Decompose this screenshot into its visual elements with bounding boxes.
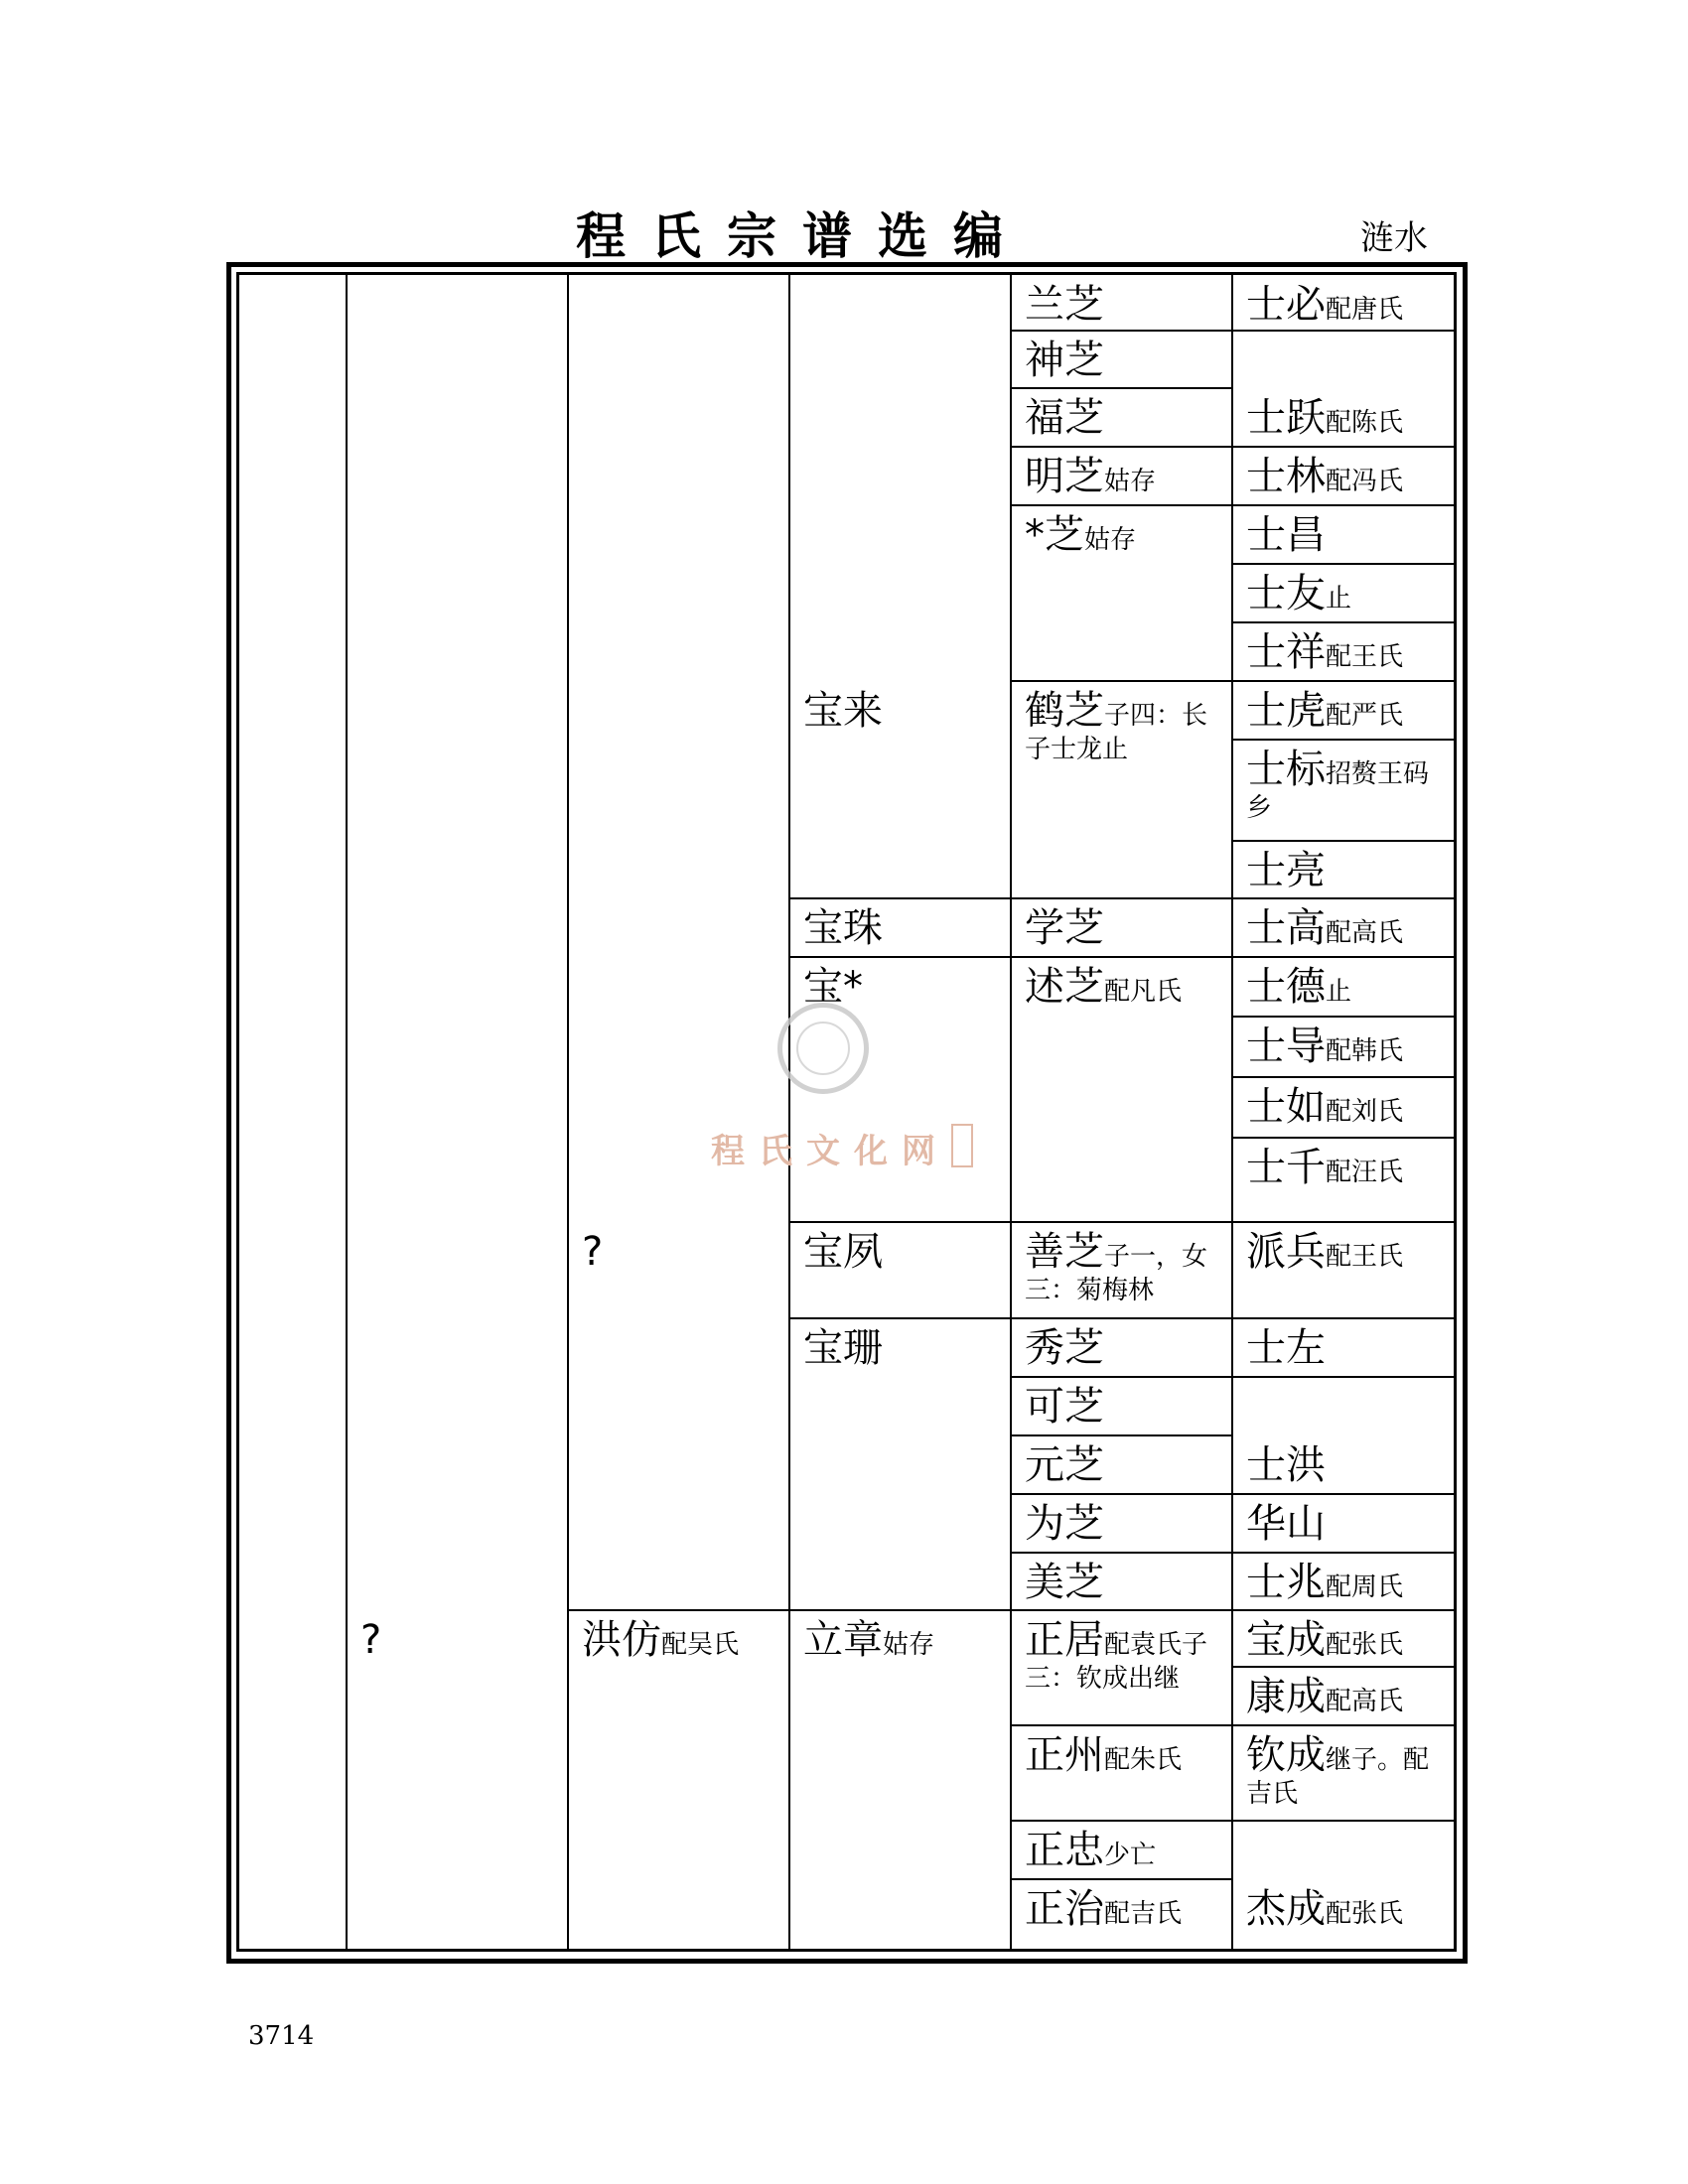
person-name: 士标 bbox=[1246, 747, 1326, 792]
genealogy-entry bbox=[1232, 1077, 1454, 1138]
genealogy-entry bbox=[1232, 1318, 1454, 1377]
genealogy-entry bbox=[1011, 1821, 1232, 1879]
genealogy-entry bbox=[1232, 681, 1454, 740]
genealogy-entry bbox=[1232, 1222, 1454, 1318]
genealogy-entry bbox=[1011, 681, 1232, 898]
person-name: 宝夙 bbox=[803, 1229, 883, 1275]
genealogy-entry bbox=[1232, 740, 1454, 841]
person-name: 福芝 bbox=[1025, 395, 1104, 441]
person-note: 止 bbox=[1326, 977, 1352, 1007]
genealogy-entry bbox=[1011, 1435, 1232, 1494]
person-name: 正居 bbox=[1025, 1617, 1104, 1663]
genealogy-entry bbox=[1232, 447, 1454, 505]
genealogy-entry bbox=[789, 1222, 1011, 1318]
person-name: 鹤芝 bbox=[1025, 688, 1104, 734]
person-note: 配朱氏 bbox=[1104, 1745, 1183, 1775]
person-name: 康成 bbox=[1246, 1674, 1326, 1719]
person-name: 士高 bbox=[1246, 905, 1326, 951]
person-name: 士千 bbox=[1246, 1145, 1326, 1190]
genealogy-entry bbox=[1011, 1879, 1232, 1949]
genealogy-entry bbox=[1011, 447, 1232, 505]
person-name: 士亮 bbox=[1246, 848, 1326, 893]
genealogy-entry bbox=[1232, 1017, 1454, 1077]
page-number: 3714 bbox=[248, 2021, 315, 2051]
person-name: 神芝 bbox=[1025, 338, 1104, 383]
person-note: 子四：长子士龙止 bbox=[1025, 701, 1208, 764]
person-name: 士如 bbox=[1246, 1084, 1326, 1130]
genealogy-entry bbox=[1232, 1610, 1454, 1667]
genealogy-entry bbox=[1232, 388, 1454, 447]
person-note: 配冯氏 bbox=[1326, 467, 1404, 496]
genealogy-entry bbox=[347, 1610, 568, 1949]
person-note: 配吉氏 bbox=[1104, 1899, 1183, 1929]
genealogy-entry bbox=[1011, 1318, 1232, 1377]
person-name: 宝珠 bbox=[803, 905, 883, 951]
genealogy-entry bbox=[1011, 505, 1232, 681]
person-note: 配袁氏子三：钦成出继 bbox=[1025, 1630, 1208, 1694]
genealogy-entry bbox=[1011, 957, 1232, 1222]
person-name: 士祥 bbox=[1246, 629, 1326, 675]
person-note: 姑存 bbox=[883, 1630, 935, 1660]
genealogy-entry bbox=[1011, 1377, 1232, 1435]
genealogy-entry bbox=[789, 681, 1011, 898]
person-note: 配汪氏 bbox=[1326, 1158, 1404, 1187]
person-name: 士导 bbox=[1246, 1024, 1326, 1069]
genealogy-entry bbox=[1232, 1725, 1454, 1821]
person-note: 配凡氏 bbox=[1104, 977, 1183, 1007]
person-name: 元芝 bbox=[1025, 1442, 1104, 1488]
person-note: 配高氏 bbox=[1326, 1687, 1404, 1716]
person-name: 正治 bbox=[1025, 1886, 1104, 1932]
genealogy-entry bbox=[1232, 1667, 1454, 1725]
person-name: 兰芝 bbox=[1025, 282, 1104, 328]
genealogy-entry bbox=[1232, 275, 1454, 331]
person-note: 配严氏 bbox=[1326, 701, 1404, 731]
person-name: 为芝 bbox=[1025, 1501, 1104, 1547]
person-note: 配韩氏 bbox=[1326, 1036, 1404, 1066]
person-name: 立章 bbox=[803, 1617, 883, 1663]
seal-icon bbox=[777, 1003, 869, 1094]
genealogy-entry bbox=[1232, 957, 1454, 1017]
person-name: 钦成 bbox=[1246, 1732, 1326, 1778]
person-name: 宝* bbox=[803, 964, 863, 1010]
genealogy-entry bbox=[1232, 505, 1454, 564]
person-name: 杰成 bbox=[1246, 1886, 1326, 1932]
person-name: 士兆 bbox=[1246, 1560, 1326, 1605]
genealogy-entry bbox=[1232, 1879, 1454, 1949]
person-name: ? bbox=[582, 1229, 604, 1275]
genealogy-entry bbox=[568, 1610, 789, 1949]
genealogy-entry bbox=[1011, 1222, 1232, 1318]
person-name: 士虎 bbox=[1246, 688, 1326, 734]
genealogy-entry bbox=[1011, 1725, 1232, 1821]
page-title: 程氏宗谱选编 bbox=[576, 206, 1029, 265]
person-note: 配陈氏 bbox=[1326, 408, 1404, 438]
genealogy-entry bbox=[568, 1222, 789, 1610]
person-name: 士必 bbox=[1246, 282, 1326, 328]
genealogy-entry bbox=[1232, 622, 1454, 681]
person-name: *芝 bbox=[1025, 512, 1084, 558]
genealogy-entry bbox=[1011, 1553, 1232, 1610]
person-note: 配吴氏 bbox=[661, 1630, 740, 1660]
person-name: 秀芝 bbox=[1025, 1325, 1104, 1371]
genealogy-entry bbox=[1011, 1494, 1232, 1553]
person-name: 善芝 bbox=[1025, 1229, 1104, 1275]
person-note: 止 bbox=[1326, 584, 1352, 614]
genealogy-entry bbox=[1232, 1435, 1454, 1494]
person-note: 姑存 bbox=[1104, 467, 1157, 496]
person-name: 士昌 bbox=[1246, 512, 1326, 558]
genealogy-entry bbox=[1232, 1138, 1454, 1222]
person-name: 宝成 bbox=[1246, 1617, 1326, 1663]
person-name: 洪仿 bbox=[582, 1617, 661, 1663]
region-label: 涟水 bbox=[1360, 218, 1428, 258]
person-name: 士左 bbox=[1246, 1325, 1326, 1371]
genealogy-entry bbox=[1232, 1553, 1454, 1610]
person-name: 士德 bbox=[1246, 964, 1326, 1010]
person-name: 述芝 bbox=[1025, 964, 1104, 1010]
person-note: 配周氏 bbox=[1326, 1572, 1404, 1602]
person-note: 配张氏 bbox=[1326, 1899, 1404, 1929]
person-note: 继子。配吉氏 bbox=[1246, 1745, 1430, 1809]
person-name: 美芝 bbox=[1025, 1560, 1104, 1605]
person-name: 士友 bbox=[1246, 571, 1326, 616]
person-note: 配唐氏 bbox=[1326, 295, 1404, 325]
genealogy-entry bbox=[1011, 1610, 1232, 1725]
person-name: 宝来 bbox=[803, 688, 883, 734]
person-note: 招赘王码乡 bbox=[1246, 759, 1430, 823]
person-note: 配高氏 bbox=[1326, 918, 1404, 948]
person-name: 宝珊 bbox=[803, 1325, 883, 1371]
person-note: 配张氏 bbox=[1326, 1630, 1404, 1660]
watermark-text: 程氏文化网 bbox=[711, 1132, 949, 1171]
person-name: 士跃 bbox=[1246, 395, 1326, 441]
watermark-stamp-icon bbox=[951, 1124, 973, 1167]
person-name: 学芝 bbox=[1025, 905, 1104, 951]
genealogy-entry bbox=[789, 898, 1011, 957]
genealogy-entry bbox=[1011, 898, 1232, 957]
person-note: 配王氏 bbox=[1326, 642, 1404, 672]
person-name: ? bbox=[360, 1617, 382, 1663]
genealogy-entry bbox=[1011, 331, 1232, 388]
person-name: 正忠 bbox=[1025, 1828, 1104, 1873]
genealogy-entry bbox=[1011, 275, 1232, 331]
genealogy-entry bbox=[1232, 898, 1454, 957]
person-name: 可芝 bbox=[1025, 1384, 1104, 1430]
genealogy-entry bbox=[1232, 841, 1454, 898]
genealogy-entry bbox=[1011, 388, 1232, 447]
person-note: 配王氏 bbox=[1326, 1242, 1404, 1272]
person-name: 派兵 bbox=[1246, 1229, 1326, 1275]
person-note: 配刘氏 bbox=[1326, 1097, 1404, 1127]
person-name: 士洪 bbox=[1246, 1442, 1326, 1488]
person-name: 士林 bbox=[1246, 454, 1326, 499]
person-name: 明芝 bbox=[1025, 454, 1104, 499]
genealogy-entry bbox=[1232, 1494, 1454, 1553]
person-name: 华山 bbox=[1246, 1501, 1326, 1547]
person-note: 少亡 bbox=[1104, 1841, 1157, 1870]
person-note: 姑存 bbox=[1084, 525, 1137, 555]
genealogy-entry bbox=[789, 1318, 1011, 1610]
genealogy-entry bbox=[789, 1610, 1011, 1949]
person-note: 子一，女三：菊梅林 bbox=[1025, 1242, 1208, 1305]
genealogy-entry bbox=[1232, 564, 1454, 622]
person-name: 正州 bbox=[1025, 1732, 1104, 1778]
